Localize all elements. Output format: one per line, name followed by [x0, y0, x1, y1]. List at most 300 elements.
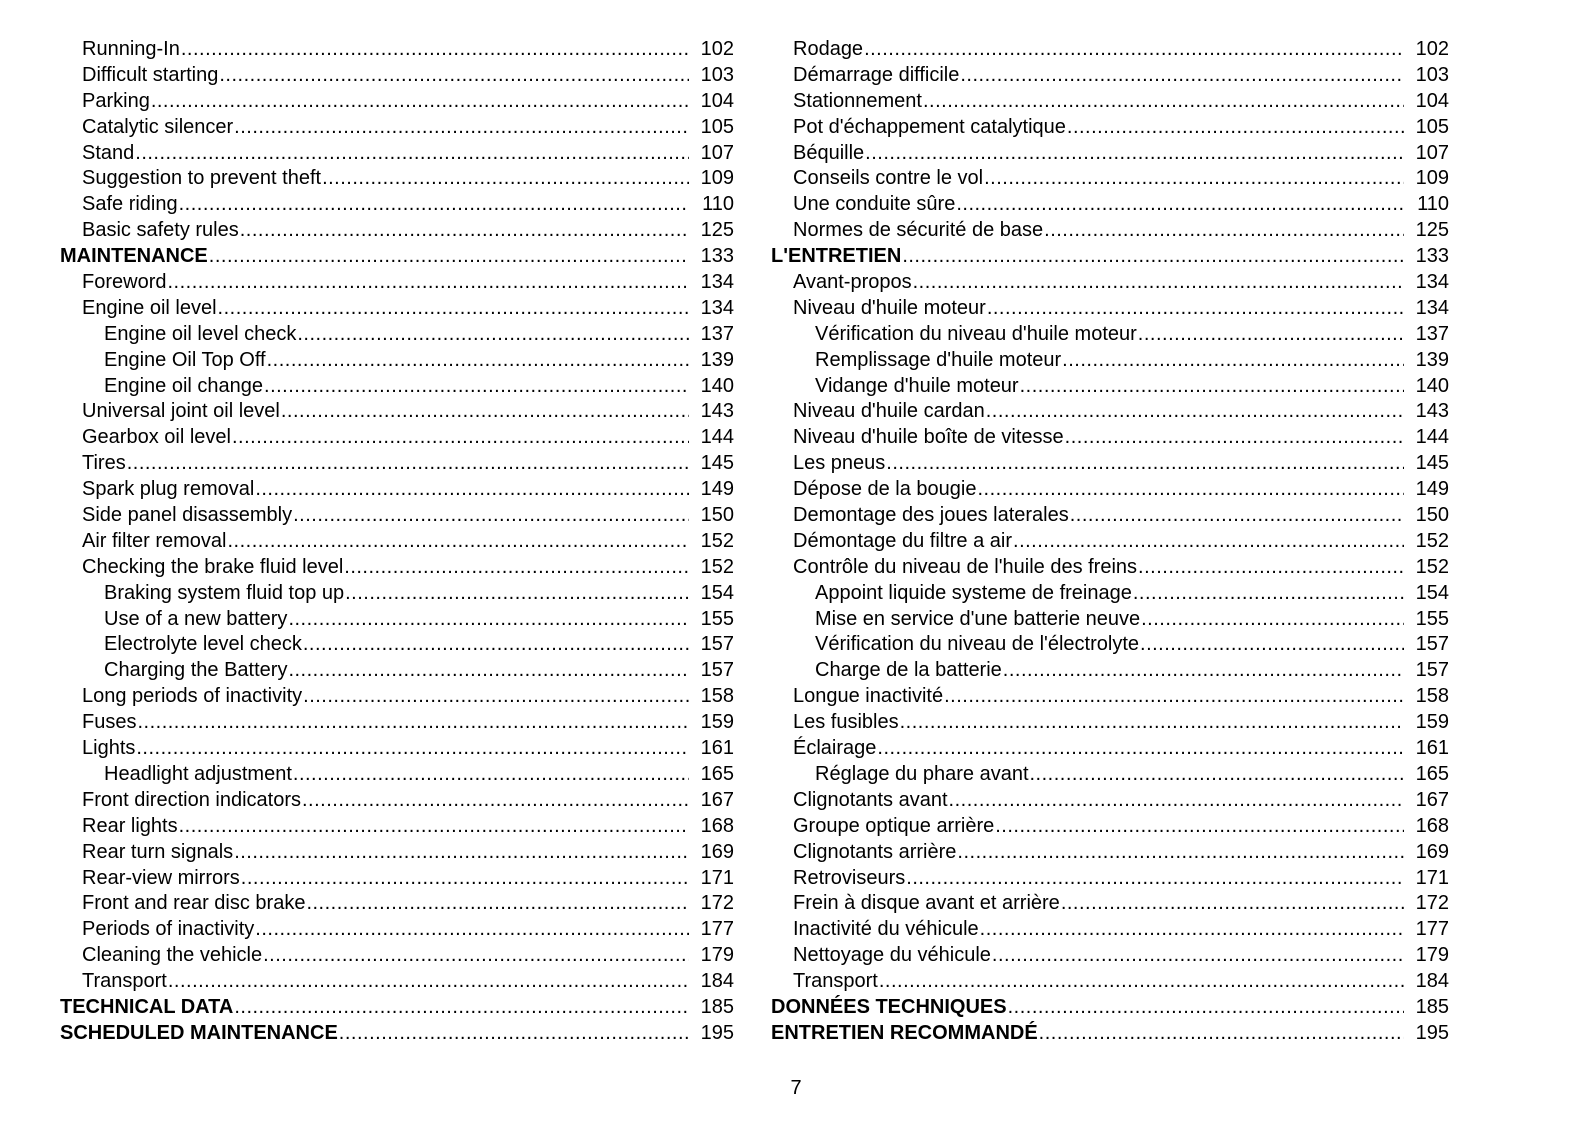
- toc-entry-title: Béquille: [793, 141, 865, 164]
- toc-entry: [60, 788, 734, 814]
- toc-dot-leader: [1138, 322, 1404, 348]
- toc-entry: [60, 115, 734, 141]
- toc-dot-leader: [923, 89, 1404, 115]
- toc-entry-title: Normes de sécurité de base: [793, 219, 1044, 242]
- toc-dot-leader: [263, 943, 689, 969]
- toc-entry: [771, 451, 1449, 477]
- toc-entry-page: 143: [700, 400, 734, 423]
- toc-dot-leader: [886, 451, 1404, 477]
- toc-entry-title: Clignotants arrière: [793, 840, 957, 863]
- toc-entry-page: 165: [700, 762, 734, 785]
- toc-entry-title: Conseils contre le vol: [793, 167, 984, 190]
- toc-entry-title: Periods of inactivity: [82, 918, 255, 941]
- toc-entry-title: Lights: [82, 737, 136, 760]
- toc-entry-title: Suggestion to prevent theft: [82, 167, 322, 190]
- toc-dot-leader: [956, 192, 1404, 218]
- toc-entry: [771, 115, 1449, 141]
- toc-entry-page: 104: [1415, 89, 1449, 112]
- toc-dot-leader: [864, 37, 1404, 63]
- toc-entry: [771, 710, 1449, 736]
- toc-entry-page: 144: [1415, 426, 1449, 449]
- toc-entry-page: 125: [1415, 219, 1449, 242]
- toc-dot-leader: [995, 814, 1404, 840]
- toc-entry-title: Engine Oil Top Off: [104, 348, 266, 371]
- toc-entry: [771, 917, 1449, 943]
- toc-entry-title: Transport: [793, 970, 878, 993]
- toc-entry: [60, 89, 734, 115]
- toc-entry-title: Tires: [82, 452, 126, 475]
- toc-entry: [771, 37, 1449, 63]
- toc-entry-title: Démarrage difficile: [793, 63, 960, 86]
- toc-entry-page: 102: [700, 38, 734, 60]
- toc-dot-leader: [297, 322, 689, 348]
- toc-entry: [771, 503, 1449, 529]
- toc-dot-leader: [209, 244, 689, 270]
- toc-entry-title: Dépose de la bougie: [793, 478, 977, 501]
- toc-dot-leader: [977, 477, 1404, 503]
- toc-dot-leader: [136, 736, 689, 762]
- toc-entry: [60, 192, 734, 218]
- toc-entry-page: 172: [700, 892, 734, 915]
- toc-entry-title: Clignotants avant: [793, 788, 948, 811]
- toc-dot-leader: [900, 710, 1404, 736]
- toc-dot-leader: [980, 917, 1404, 943]
- toc-entry-page: 195: [1415, 1021, 1449, 1044]
- toc-dot-leader: [293, 762, 689, 788]
- toc-entry-title: Front direction indicators: [82, 788, 301, 811]
- toc-dot-leader: [168, 969, 689, 995]
- toc-dot-leader: [986, 399, 1404, 425]
- toc-entry-title: TECHNICAL DATA: [60, 995, 234, 1018]
- toc-entry-page: 171: [1415, 866, 1449, 889]
- toc-entry: [60, 969, 734, 995]
- toc-entry-title: Mise en service d'une batterie neuve: [815, 607, 1141, 630]
- toc-dot-leader: [234, 115, 689, 141]
- toc-entry-page: 149: [1415, 478, 1449, 501]
- toc-entry: [60, 555, 734, 581]
- toc-entry: [771, 555, 1449, 581]
- toc-entry-title: Fuses: [82, 711, 137, 734]
- toc-dot-leader: [288, 658, 689, 684]
- toc-entry-page: 157: [1415, 659, 1449, 682]
- toc-entry-title: Engine oil change: [104, 374, 264, 397]
- toc-dot-leader: [1140, 632, 1404, 658]
- toc-dot-leader: [232, 425, 689, 451]
- toc-entry-page: 179: [700, 944, 734, 967]
- toc-dot-leader: [992, 943, 1404, 969]
- toc-entry-page: 103: [700, 63, 734, 86]
- toc-entry: [60, 63, 734, 89]
- toc-entry-title: Contrôle du niveau de l'huile des freins: [793, 555, 1138, 578]
- toc-entry-title: Niveau d'huile boîte de vitesse: [793, 426, 1064, 449]
- toc-entry-title: Safe riding: [82, 193, 178, 216]
- toc-entry-title: Rear turn signals: [82, 840, 234, 863]
- toc-entry-page: 157: [700, 633, 734, 656]
- toc-entry-page: 161: [700, 737, 734, 760]
- toc-dot-leader: [339, 1021, 689, 1047]
- toc-entry: [60, 529, 734, 555]
- toc-entry: [771, 866, 1449, 892]
- toc-entry-title: Charge de la batterie: [815, 659, 1002, 682]
- toc-dot-leader: [877, 736, 1404, 762]
- toc-entry: [771, 607, 1449, 633]
- toc-entry: [771, 425, 1449, 451]
- toc-entry: [771, 374, 1449, 400]
- toc-entry: [60, 166, 734, 192]
- toc-entry-page: 154: [700, 581, 734, 604]
- toc-entry: [771, 840, 1449, 866]
- toc-entry: [771, 218, 1449, 244]
- toc-entry: [60, 658, 734, 684]
- toc-entry-title: Spark plug removal: [82, 478, 255, 501]
- toc-entry: [771, 63, 1449, 89]
- toc-entry: [60, 477, 734, 503]
- toc-entry: [60, 943, 734, 969]
- toc-entry-page: 195: [700, 1021, 734, 1044]
- toc-entry-title: ENTRETIEN RECOMMANDÉ: [771, 1021, 1038, 1044]
- toc-entry-title: Long periods of inactivity: [82, 685, 303, 708]
- toc-entry-title: Réglage du phare avant: [815, 762, 1029, 785]
- toc-entry: [771, 399, 1449, 425]
- toc-entry-page: 107: [700, 141, 734, 164]
- toc-entry-page: 109: [1415, 167, 1449, 190]
- toc-entry: [771, 166, 1449, 192]
- toc-entry: [60, 451, 734, 477]
- toc-entry-page: 168: [700, 814, 734, 837]
- toc-entry-page: 168: [1415, 814, 1449, 837]
- toc-dot-leader: [1138, 555, 1404, 581]
- toc-entry-title: Stand: [82, 141, 135, 164]
- toc-entry-page: 169: [1415, 840, 1449, 863]
- toc-entry-title: Rodage: [793, 38, 864, 60]
- toc-entry-title: Démontage du filtre a air: [793, 529, 1013, 552]
- toc-dot-leader: [1044, 218, 1404, 244]
- toc-section-heading: [60, 244, 734, 270]
- toc-entry-title: Cleaning the vehicle: [82, 944, 263, 967]
- toc-entry-title: Vidange d'huile moteur: [815, 374, 1019, 397]
- toc-entry-page: 167: [1415, 788, 1449, 811]
- toc-entry-page: 105: [1415, 115, 1449, 138]
- toc-dot-leader: [906, 866, 1404, 892]
- toc-dot-leader: [241, 866, 689, 892]
- toc-entry: [771, 788, 1449, 814]
- toc-entry: [60, 322, 734, 348]
- toc-dot-leader: [234, 840, 689, 866]
- toc-entry-page: 139: [700, 348, 734, 371]
- toc-dot-leader: [267, 348, 689, 374]
- toc-entry: [60, 607, 734, 633]
- toc-dot-leader: [227, 529, 689, 555]
- toc-entry-page: 139: [1415, 348, 1449, 371]
- toc-entry-page: 157: [1415, 633, 1449, 656]
- toc-column-english: [60, 37, 734, 1047]
- toc-entry: [60, 374, 734, 400]
- toc-entry-page: 134: [1415, 271, 1449, 294]
- toc-entry-page: 105: [700, 115, 734, 138]
- toc-dot-leader: [1039, 1021, 1404, 1047]
- toc-entry-page: 154: [1415, 581, 1449, 604]
- toc-entry-page: 159: [1415, 711, 1449, 734]
- toc-entry-page: 158: [700, 685, 734, 708]
- toc-entry: [60, 270, 734, 296]
- toc-dot-leader: [1020, 374, 1404, 400]
- toc-entry-page: 169: [700, 840, 734, 863]
- toc-entry-page: 152: [1415, 529, 1449, 552]
- page-number: 7: [790, 1077, 802, 1099]
- toc-entry-page: 152: [700, 555, 734, 578]
- toc-entry: [771, 736, 1449, 762]
- toc-entry: [771, 322, 1449, 348]
- toc-entry-title: Catalytic silencer: [82, 115, 234, 138]
- toc-entry: [60, 425, 734, 451]
- toc-entry-page: 155: [700, 607, 734, 630]
- toc-dot-leader: [135, 141, 689, 167]
- toc-entry: [60, 399, 734, 425]
- toc-dot-leader: [240, 218, 689, 244]
- toc-entry: [60, 218, 734, 244]
- toc-dot-leader: [1141, 607, 1404, 633]
- toc-entry-page: 110: [1417, 193, 1449, 216]
- toc-entry-page: 145: [1415, 452, 1449, 475]
- toc-entry-title: Use of a new battery: [104, 607, 288, 630]
- toc-dot-leader: [151, 89, 689, 115]
- toc-entry-title: Retroviseurs: [793, 866, 906, 889]
- toc-entry-page: 143: [1415, 400, 1449, 423]
- toc-section-heading: [60, 995, 734, 1021]
- toc-dot-leader: [264, 374, 689, 400]
- toc-entry-page: 125: [700, 219, 734, 242]
- toc-dot-leader: [1070, 503, 1404, 529]
- toc-entry-page: 167: [700, 788, 734, 811]
- toc-entry-page: 102: [1415, 38, 1449, 60]
- toc-dot-leader: [167, 270, 689, 296]
- toc-entry-page: 144: [700, 426, 734, 449]
- toc-entry-title: Side panel disassembly: [82, 504, 293, 527]
- toc-entry-page: 185: [1415, 995, 1449, 1018]
- toc-entry: [60, 710, 734, 736]
- toc-entry: [60, 814, 734, 840]
- toc-entry-page: 155: [1415, 607, 1449, 630]
- toc-entry-page: 133: [700, 245, 734, 268]
- toc-entry: [771, 684, 1449, 710]
- toc-dot-leader: [303, 684, 689, 710]
- toc-section-heading: [771, 995, 1449, 1021]
- toc-entry-title: Gearbox oil level: [82, 426, 231, 449]
- toc-entry-title: Pot d'échappement catalytique: [793, 115, 1066, 138]
- toc-dot-leader: [987, 296, 1404, 322]
- toc-entry-page: 179: [1415, 944, 1449, 967]
- toc-dot-leader: [1013, 529, 1404, 555]
- toc-entry: [771, 891, 1449, 917]
- toc-dot-leader: [902, 244, 1404, 270]
- toc-entry-title: Les fusibles: [793, 711, 899, 734]
- toc-entry-title: Vérification du niveau d'huile moteur: [815, 322, 1137, 345]
- toc-entry-page: 149: [700, 478, 734, 501]
- toc-entry: [771, 529, 1449, 555]
- toc-dot-leader: [345, 581, 689, 607]
- toc-dot-leader: [179, 814, 689, 840]
- toc-entry-page: 165: [1415, 762, 1449, 785]
- toc-entry-title: Niveau d'huile moteur: [793, 296, 986, 319]
- toc-entry-title: Frein à disque avant et arrière: [793, 892, 1060, 915]
- toc-dot-leader: [865, 141, 1404, 167]
- toc-dot-leader: [944, 684, 1404, 710]
- toc-entry-page: 172: [1415, 892, 1449, 915]
- toc-entry-title: Remplissage d'huile moteur: [815, 348, 1062, 371]
- toc-entry-page: 145: [700, 452, 734, 475]
- toc-entry-title: Groupe optique arrière: [793, 814, 995, 837]
- toc-entry: [60, 348, 734, 374]
- toc-entry: [60, 37, 734, 63]
- toc-entry-title: Rear lights: [82, 814, 178, 837]
- toc-dot-leader: [879, 969, 1404, 995]
- toc-entry: [60, 581, 734, 607]
- toc-entry-page: 137: [1415, 322, 1449, 345]
- toc-entry-page: 161: [1415, 737, 1449, 760]
- toc-entry-title: Air filter removal: [82, 529, 227, 552]
- toc-entry-title: Difficult starting: [82, 63, 219, 86]
- toc-section-heading: [771, 1021, 1449, 1047]
- toc-entry-title: Les pneus: [793, 452, 886, 475]
- toc-entry: [771, 477, 1449, 503]
- toc-entry: [771, 632, 1449, 658]
- toc-entry-page: 140: [1415, 374, 1449, 397]
- toc-entry: [771, 270, 1449, 296]
- toc-dot-leader: [302, 788, 689, 814]
- toc-entry-title: Front and rear disc brake: [82, 892, 306, 915]
- toc-entry-title: DONNÉES TECHNIQUES: [771, 995, 1007, 1018]
- toc-dot-leader: [1008, 995, 1404, 1021]
- toc-entry: [60, 736, 734, 762]
- toc-entry-title: Éclairage: [793, 737, 877, 760]
- toc-entry-title: Basic safety rules: [82, 219, 239, 242]
- toc-dot-leader: [255, 917, 689, 943]
- toc-dot-leader: [1067, 115, 1404, 141]
- toc-dot-leader: [218, 296, 689, 322]
- toc-entry-title: Vérification du niveau de l'électrolyte: [815, 633, 1140, 656]
- toc-entry-title: Parking: [82, 89, 150, 112]
- toc-entry-page: 152: [1415, 555, 1449, 578]
- toc-entry: [60, 503, 734, 529]
- toc-entry-title: Headlight adjustment: [104, 762, 292, 785]
- toc-dot-leader: [219, 63, 689, 89]
- toc-entry-title: Rear-view mirrors: [82, 866, 240, 889]
- toc-dot-leader: [1062, 348, 1404, 374]
- toc-entry-title: Avant-propos: [793, 271, 912, 294]
- toc-entry: [771, 943, 1449, 969]
- toc-entry-page: 150: [700, 504, 734, 527]
- toc-entry: [771, 658, 1449, 684]
- toc-dot-leader: [1003, 658, 1404, 684]
- toc-dot-leader: [957, 840, 1404, 866]
- toc-entry-page: 133: [1415, 245, 1449, 268]
- toc-dot-leader: [288, 607, 689, 633]
- toc-entry-page: 103: [1415, 63, 1449, 86]
- toc-dot-leader: [137, 710, 689, 736]
- toc-entry-page: 140: [700, 374, 734, 397]
- toc-entry-page: 134: [700, 296, 734, 319]
- toc-dot-leader: [1133, 581, 1404, 607]
- toc-dot-leader: [344, 555, 689, 581]
- toc-entry-title: Running-In: [82, 38, 180, 60]
- toc-entry-page: 134: [1415, 296, 1449, 319]
- toc-entry: [771, 89, 1449, 115]
- toc-entry-title: Braking system fluid top up: [104, 581, 345, 604]
- toc-dot-leader: [181, 37, 689, 63]
- toc-entry: [60, 762, 734, 788]
- toc-entry: [60, 866, 734, 892]
- toc-entry-page: 177: [1415, 918, 1449, 941]
- toc-entry-page: 150: [1415, 504, 1449, 527]
- toc-entry-title: SCHEDULED MAINTENANCE: [60, 1021, 338, 1044]
- toc-entry-title: Demontage des joues laterales: [793, 504, 1069, 527]
- toc-entry-title: Une conduite sûre: [793, 193, 956, 216]
- toc-entry: [771, 969, 1449, 995]
- toc-dot-leader: [303, 632, 689, 658]
- toc-entry-page: 134: [700, 271, 734, 294]
- toc-entry-page: 158: [1415, 685, 1449, 708]
- toc-dot-leader: [949, 788, 1404, 814]
- toc-entry-page: 137: [700, 322, 734, 345]
- toc-dot-leader: [960, 63, 1404, 89]
- toc-entry-title: L'ENTRETIEN: [771, 245, 902, 268]
- toc-dot-leader: [293, 503, 689, 529]
- toc-entry-page: 184: [700, 970, 734, 993]
- toc-entry-page: 107: [1415, 141, 1449, 164]
- toc-entry-title: Transport: [82, 970, 167, 993]
- toc-entry-page: 109: [700, 167, 734, 190]
- toc-entry-title: Charging the Battery: [104, 659, 288, 682]
- toc-entry-title: Longue inactivité: [793, 685, 944, 708]
- toc-column-french: [771, 37, 1449, 1047]
- toc-entry: [771, 296, 1449, 322]
- toc-entry-title: Appoint liquide systeme de freinage: [815, 581, 1132, 604]
- toc-entry-page: 177: [700, 918, 734, 941]
- toc-entry: [771, 141, 1449, 167]
- toc-entry: [60, 141, 734, 167]
- toc-dot-leader: [1065, 425, 1404, 451]
- toc-dot-leader: [322, 166, 689, 192]
- toc-section-heading: [60, 1021, 734, 1047]
- toc-entry-title: Universal joint oil level: [82, 400, 280, 423]
- toc-entry-page: 159: [700, 711, 734, 734]
- toc-entry: [60, 632, 734, 658]
- toc-entry: [771, 814, 1449, 840]
- toc-entry: [771, 348, 1449, 374]
- toc-entry-page: 157: [700, 659, 734, 682]
- toc-entry-page: 104: [700, 89, 734, 112]
- toc-entry-title: Niveau d'huile cardan: [793, 400, 985, 423]
- toc-entry-title: Foreword: [82, 271, 167, 294]
- toc-entry: [771, 581, 1449, 607]
- toc-entry-page: 152: [700, 529, 734, 552]
- toc-entry-page: 110: [702, 193, 734, 216]
- toc-dot-leader: [1030, 762, 1405, 788]
- toc-dot-leader: [255, 477, 689, 503]
- toc-dot-leader: [984, 166, 1404, 192]
- toc-dot-leader: [179, 192, 689, 218]
- toc-entry-title: MAINTENANCE: [60, 245, 208, 268]
- toc-entry: [60, 917, 734, 943]
- toc-entry-title: Electrolyte level check: [104, 633, 302, 656]
- toc-entry: [60, 840, 734, 866]
- toc-entry: [60, 296, 734, 322]
- toc-entry-title: Engine oil level check: [104, 322, 297, 345]
- toc-entry-title: Nettoyage du véhicule: [793, 944, 991, 967]
- toc-dot-leader: [127, 451, 689, 477]
- toc-entry: [60, 684, 734, 710]
- toc-dot-leader: [1061, 891, 1404, 917]
